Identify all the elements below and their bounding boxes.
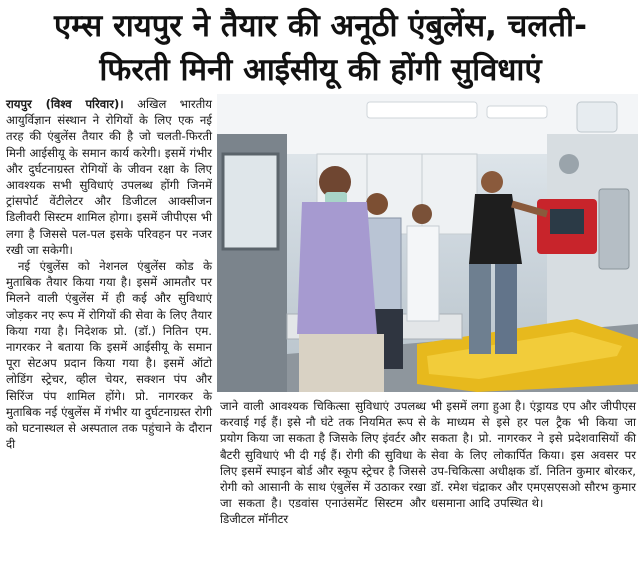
article-column-3 <box>431 398 636 511</box>
paragraph: भी इसमें लगा हुआ है। एंड्रायड एप और जीपीएस के माध्यम से इसे हर पल ट्रैक भी किया जा सकता है। प्रो. नागरकर ने इसे प्रदेशवासियों की सेवा के लिए लोकार्पित किया। इस अवसर पर उप-चिकित्सा अधीक्षक डॉ. नितिन कुमार बोरकर, डॉ. रमेश चंद्राकर और एमएसएसओ सौरभ कुमार धसमाना आदि उपस्थित थे। <box>431 399 636 511</box>
white-coat <box>407 226 439 321</box>
oxygen-outlet <box>559 154 579 174</box>
dateline: रायपुर (विश्व परिवार)। <box>6 97 124 111</box>
headline <box>0 4 641 92</box>
article-column-2 <box>220 398 426 528</box>
person-head <box>412 204 432 224</box>
paragraph: नई एंबुलेंस को नेशनल एंबुलेंस कोड के मुताबिक तैयार किया गया है। इसमें आमतौर पर मिलने वाली एंबुलेंस में ही कई और सुविधाएं जोड़कर नए रूप में रोगियों की सेवा के लिए तैयार किया गया है। निदेशक प्रो. (डॉ.) नितिन एम. नागरकर ने बताया कि इसमें आईसीयू के समान पूरा सेटअप प्रदान किया गया है। इसमें ऑटो लोडिंग स्ट्रेचर, व्हील चेयर, सक्शन पंप और सिरिंज पंप शामिल होंगे। प्रो. नागरकर के मुताबिक नई एंबुलेंस में गंभीर या दुर्घटनाग्रस्त रोगी को घटनास्थल से अस्पताल तक पहुंचाने के दौरान दी <box>6 259 212 452</box>
lavender-shirt <box>297 202 377 334</box>
equipment-rack <box>599 189 629 269</box>
headline-line-2: फिरती मिनी आईसीयू की होंगी सुविधाएं <box>99 52 542 88</box>
window <box>223 154 278 249</box>
article-column-1 <box>6 96 212 452</box>
headline-line-1: एम्स रायपुर ने तैयार की अनूठी एंबुलेंस, चलती- <box>54 8 587 44</box>
paragraph-text: अखिल भारतीय आयुर्विज्ञान संस्थान ने रोगियों के लिए एक नई तरह की एंबुलेंस तैयार की है जो चलती-फिरती मिनी आईसीयू के समान कार्य करेगी। इसमें गंभीर और दुर्घटनाग्रस्त रोगियों के जीवन रक्षा के लिए आवश्यक सभी सुविधाएं उपलब्ध होंगी जिनमें ट्रांसपोर्ट वेंटीलेटर और डिजीटल आक्सीजन डिलीवरी सिस्टम शामिल होगा। इसमें जीपीएस भी लगा है जिससे पल-पल इसके परिवहन पर नजर रखी जा सकेगी। <box>6 97 213 257</box>
ceiling-cabinet <box>577 102 617 132</box>
person-leg <box>469 264 491 354</box>
ceiling-light <box>367 102 477 118</box>
person-leg <box>495 264 517 354</box>
beige-trousers <box>299 334 384 392</box>
person-head <box>481 171 503 193</box>
monitor-screen <box>550 209 584 234</box>
paragraph: जाने वाली आवश्यक चिकित्सा सुविधाएं उपलब्ध करवाई गई हैं। इसे नौ घंटे तक नियमित रूप से प्रयोग किया जा सकता है जिसके लिए इंवर्टर और बैटरी सुविधाएं भी दी गई हैं। रोगी की सुविधा के लिए इसमें स्पाइन बोर्ड और स्कूप स्ट्रेचर है जिससे रोगी को आसानी के साथ एंबुलेंस में उठाकर रखा जा सकता है। एडवांस एनाउंसमेंट सिस्टम और डिजीटल मॉनीटर <box>220 399 426 527</box>
ambulance-interior-photo <box>217 94 638 392</box>
person-head <box>366 193 388 215</box>
photo-illustration <box>217 94 638 392</box>
paragraph <box>6 96 212 258</box>
ceiling-light <box>487 106 547 118</box>
